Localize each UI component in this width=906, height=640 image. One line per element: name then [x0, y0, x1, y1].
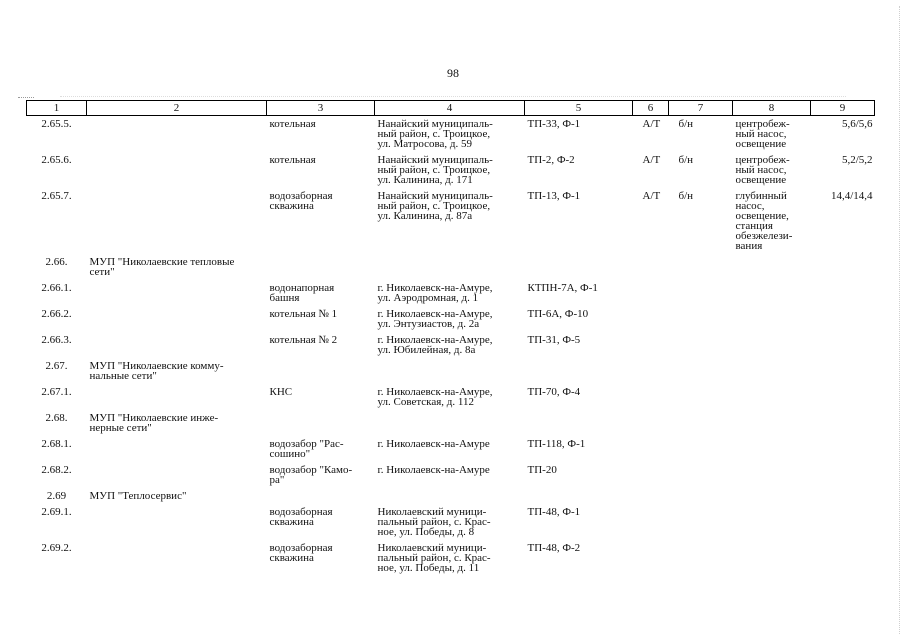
organization-cell	[87, 331, 267, 357]
column-6-cell	[633, 503, 669, 539]
table-row	[27, 383, 875, 409]
equipment-cell	[733, 409, 811, 435]
row-number-cell: 2.69.2.	[41, 542, 72, 554]
power-cell	[811, 435, 875, 461]
column-header: 8	[733, 101, 811, 116]
equipment-cell	[733, 435, 811, 461]
object-cell	[267, 487, 375, 503]
power-cell	[811, 305, 875, 331]
object-cell: водозабор "Камо- ра"	[269, 464, 353, 486]
substation-cell	[525, 357, 633, 383]
row-number-cell: 2.65.6.	[41, 154, 72, 166]
power-cell: 14,4/14,4	[830, 190, 873, 202]
row-number-cell: 2.69	[46, 490, 67, 502]
substation-cell	[525, 253, 633, 279]
address-cell: Нанайский муниципаль- ный район, с. Троицкое, ул. Калинина, д. 171	[377, 154, 493, 186]
column-6-cell	[633, 383, 669, 409]
document-table-container	[26, 100, 874, 575]
column-6-cell: А/Т	[642, 190, 661, 202]
equipment-cell: центробеж- ный насос, освещение	[735, 118, 790, 150]
substation-cell: ТП-2, Ф-2	[527, 154, 575, 166]
power-cell	[811, 539, 875, 575]
power-cell	[811, 487, 875, 503]
address-cell: г. Николаевск-на-Амуре, ул. Советская, д. 112	[377, 386, 493, 408]
column-7-cell	[669, 461, 733, 487]
column-6-cell	[633, 279, 669, 305]
organization-cell	[87, 151, 267, 187]
substation-cell: ТП-31, Ф-5	[527, 334, 581, 346]
column-header: 4	[375, 101, 525, 116]
organization-cell	[87, 187, 267, 253]
table-row	[27, 357, 875, 383]
address-cell: г. Николаевск-на-Амуре, ул. Аэродромная, д. 1	[377, 282, 493, 304]
table-row	[27, 331, 875, 357]
address-cell: Нанайский муниципаль- ный район, с. Троицкое, ул. Калинина, д. 87а	[377, 190, 493, 222]
substation-cell: ТП-48, Ф-1	[527, 506, 581, 518]
table-row	[27, 461, 875, 487]
organization-cell	[87, 435, 267, 461]
column-7-cell	[669, 435, 733, 461]
row-number-cell: 2.65.7.	[41, 190, 72, 202]
row-number-cell: 2.68.2.	[41, 464, 72, 476]
table-row	[27, 279, 875, 305]
power-cell	[811, 357, 875, 383]
organization-cell	[87, 539, 267, 575]
organization-cell	[87, 383, 267, 409]
column-header: 9	[811, 101, 875, 116]
column-7-cell	[669, 503, 733, 539]
power-cell	[811, 383, 875, 409]
equipment-cell	[733, 357, 811, 383]
column-7-cell	[669, 305, 733, 331]
column-header: 3	[267, 101, 375, 116]
organization-cell	[87, 279, 267, 305]
substation-cell: ТП-70, Ф-4	[527, 386, 581, 398]
organization-cell: МУП "Николаевские комму- нальные сети"	[89, 360, 224, 382]
table-row	[27, 305, 875, 331]
row-number-cell: 2.66.	[45, 256, 68, 268]
column-header: 5	[525, 101, 633, 116]
page-number: 98	[447, 66, 459, 80]
column-6-cell	[633, 357, 669, 383]
table-header-row	[27, 101, 875, 116]
power-cell	[811, 503, 875, 539]
organization-cell	[87, 116, 267, 152]
substation-cell: ТП-6А, Ф-10	[527, 308, 589, 320]
row-number-cell: 2.66.3.	[41, 334, 72, 346]
column-7-cell	[669, 487, 733, 503]
column-7-cell	[669, 539, 733, 575]
substation-cell	[525, 487, 633, 503]
equipment-cell	[733, 539, 811, 575]
object-cell: водозабор "Рас- сошино"	[269, 438, 344, 460]
column-7-cell	[669, 409, 733, 435]
column-6-cell	[633, 305, 669, 331]
row-number-cell: 2.66.1.	[41, 282, 72, 294]
table-row	[27, 539, 875, 575]
equipment-cell	[733, 253, 811, 279]
address-cell: Николаевский муници- пальный район, с. Крас- ное, ул. Победы, д. 8	[377, 506, 491, 538]
equipment-cell: центробеж- ный насос, освещение	[735, 154, 790, 186]
object-cell	[267, 357, 375, 383]
table-row	[27, 409, 875, 435]
organization-cell	[87, 503, 267, 539]
object-cell: водонапорная башня	[269, 282, 335, 304]
object-cell: водозаборная скважина	[269, 542, 333, 564]
column-6-cell	[633, 487, 669, 503]
power-cell: 5,2/5,2	[841, 154, 873, 166]
scan-edge-line	[899, 6, 900, 634]
column-6-cell	[633, 435, 669, 461]
address-cell	[375, 357, 525, 383]
address-cell: г. Николаевск-на-Амуре, ул. Юбилейная, д. 8а	[377, 334, 493, 356]
column-7-cell	[669, 253, 733, 279]
top-rule	[60, 96, 846, 97]
address-cell	[375, 487, 525, 503]
row-number-cell: 2.67.1.	[41, 386, 72, 398]
equipment-cell	[733, 487, 811, 503]
object-cell: котельная	[269, 154, 316, 166]
row-number-cell: 2.66.2.	[41, 308, 72, 320]
organization-cell: МУП "Николаевские инже- нерные сети"	[89, 412, 219, 434]
address-cell: Николаевский муници- пальный район, с. Крас- ное, ул. Победы, д. 11	[377, 542, 491, 574]
column-7-cell	[669, 331, 733, 357]
address-cell	[375, 253, 525, 279]
column-header: 7	[669, 101, 733, 116]
address-cell: г. Николаевск-на-Амуре	[377, 438, 490, 450]
equipment-cell	[733, 279, 811, 305]
substation-cell: ТП-13, Ф-1	[527, 190, 581, 202]
table-row	[27, 435, 875, 461]
top-margin-mark	[18, 97, 34, 98]
power-cell: 5,6/5,6	[841, 118, 873, 130]
address-cell: г. Николаевск-на-Амуре	[377, 464, 490, 476]
column-6-cell	[633, 461, 669, 487]
object-cell: котельная № 1	[269, 308, 338, 320]
column-7-cell	[669, 383, 733, 409]
address-cell: Нанайский муниципаль- ный район, с. Троицкое, ул. Матросова, д. 59	[377, 118, 493, 150]
object-cell	[267, 253, 375, 279]
column-6-cell	[633, 331, 669, 357]
column-7-cell: б/н	[678, 190, 694, 202]
organization-cell	[87, 461, 267, 487]
object-cell: котельная	[269, 118, 316, 130]
object-cell: водозаборная скважина	[269, 190, 333, 212]
organization-cell	[87, 305, 267, 331]
equipment-cell: глубинный насос, освещение, станция обезжелези- вания	[735, 190, 793, 252]
substation-cell: ТП-118, Ф-1	[527, 438, 586, 450]
column-6-cell	[633, 409, 669, 435]
object-cell: котельная № 2	[269, 334, 338, 346]
address-cell	[375, 409, 525, 435]
row-number-cell: 2.68.1.	[41, 438, 72, 450]
organization-cell: МУП "Теплосервис"	[89, 490, 187, 502]
power-cell	[811, 409, 875, 435]
substation-cell: ТП-48, Ф-2	[527, 542, 581, 554]
power-cell	[811, 279, 875, 305]
document-table	[26, 100, 875, 575]
table-row	[27, 503, 875, 539]
substation-cell: ТП-20	[527, 464, 557, 476]
row-number-cell: 2.68.	[45, 412, 68, 424]
column-7-cell: б/н	[678, 154, 694, 166]
equipment-cell	[733, 503, 811, 539]
table-row	[27, 116, 875, 152]
table-row	[27, 151, 875, 187]
column-header: 6	[633, 101, 669, 116]
substation-cell	[525, 409, 633, 435]
address-cell: г. Николаевск-на-Амуре, ул. Энтузиастов, д. 2а	[377, 308, 493, 330]
row-number-cell: 2.69.1.	[41, 506, 72, 518]
object-cell: КНС	[269, 386, 293, 398]
power-cell	[811, 253, 875, 279]
column-header: 1	[27, 101, 87, 116]
power-cell	[811, 331, 875, 357]
table-row	[27, 187, 875, 253]
table-row	[27, 487, 875, 503]
equipment-cell	[733, 383, 811, 409]
substation-cell: ТП-33, Ф-1	[527, 118, 581, 130]
organization-cell: МУП "Николаевские тепловые сети"	[89, 256, 235, 278]
equipment-cell	[733, 305, 811, 331]
equipment-cell	[733, 331, 811, 357]
column-7-cell: б/н	[678, 118, 694, 130]
column-6-cell: А/Т	[642, 118, 661, 130]
table-body	[27, 116, 875, 576]
row-number-cell: 2.65.5.	[41, 118, 72, 130]
column-6-cell	[633, 539, 669, 575]
column-7-cell	[669, 357, 733, 383]
column-6-cell: А/Т	[642, 154, 661, 166]
power-cell	[811, 461, 875, 487]
equipment-cell	[733, 461, 811, 487]
column-header: 2	[87, 101, 267, 116]
object-cell	[267, 409, 375, 435]
object-cell: водозаборная скважина	[269, 506, 333, 528]
substation-cell: КТПН-7А, Ф-1	[527, 282, 598, 294]
column-6-cell	[633, 253, 669, 279]
row-number-cell: 2.67.	[45, 360, 68, 372]
column-7-cell	[669, 279, 733, 305]
table-row	[27, 253, 875, 279]
